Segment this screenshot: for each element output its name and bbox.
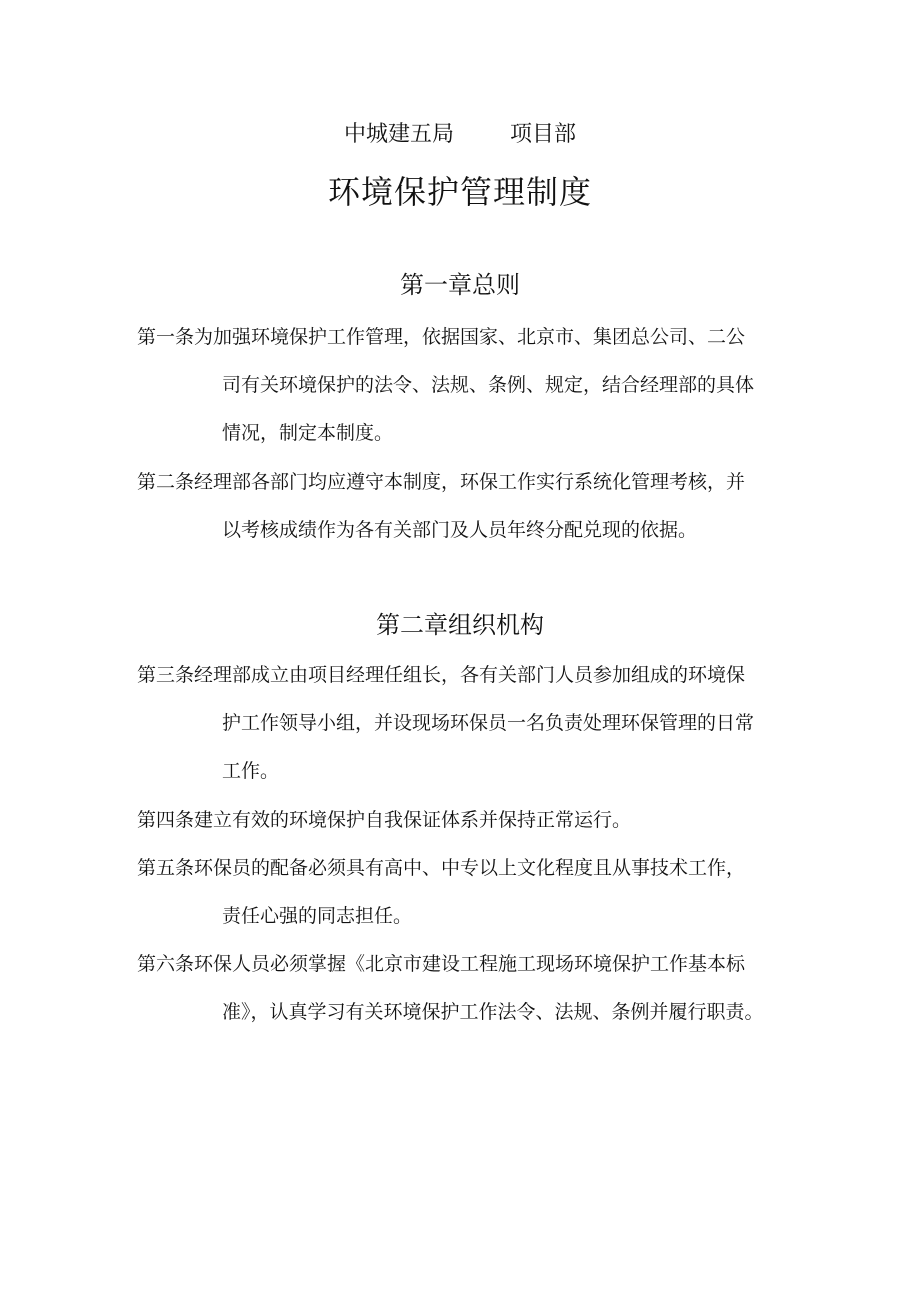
article-line: 第二条经理部各部门均应遵守本制度，环保工作实行系统化管理考核，并 xyxy=(137,471,746,493)
org-name: 中城建五局 xyxy=(343,122,454,147)
chapter-heading: 第二章组织机构 xyxy=(376,611,544,639)
article-line: 第一条为加强环境保护工作管理，依据国家、北京市、集团总公司、二公 xyxy=(137,326,746,348)
chapter-heading: 第一章总则 xyxy=(400,271,520,299)
article-4 xyxy=(137,796,787,844)
document-title: 环境保护管理制度 xyxy=(327,173,592,211)
article-line: 护工作领导小组，并设现场环保员一名负责处理环保管理的日常 xyxy=(222,712,755,734)
article-5 xyxy=(137,844,787,940)
dept-name: 项目部 xyxy=(510,122,577,147)
article-line: 情况，制定本制度。 xyxy=(222,422,394,444)
article-line: 工作。 xyxy=(222,760,280,782)
article-line: 第三条经理部成立由项目经理任组长，各有关部门人员参加组成的环境保 xyxy=(137,664,746,686)
article-line: 第五条环保员的配备必须具有高中、中专以上文化程度且从事技术工作， xyxy=(137,857,746,879)
article-line: 司有关环境保护的法令、法规、条例、规定，结合经理部的具体 xyxy=(222,374,755,396)
article-line: 准》，认真学习有关环境保护工作法令、法规、条例并履行职责。 xyxy=(222,1001,764,1023)
article-line: 以考核成绩作为各有关部门及人员年终分配兑现的依据。 xyxy=(222,519,698,541)
article-line: 第四条建立有效的环境保护自我保证体系并保持正常运行。 xyxy=(137,809,632,831)
article-6 xyxy=(137,940,787,1036)
article-3 xyxy=(137,651,787,795)
article-2 xyxy=(137,458,787,554)
article-1 xyxy=(137,313,787,457)
document-header xyxy=(0,120,920,150)
article-line: 第六条环保人员必须掌握《北京市建设工程施工现场环境保护工作基本标 xyxy=(137,953,746,975)
article-line: 责任心强的同志担任。 xyxy=(222,905,413,927)
